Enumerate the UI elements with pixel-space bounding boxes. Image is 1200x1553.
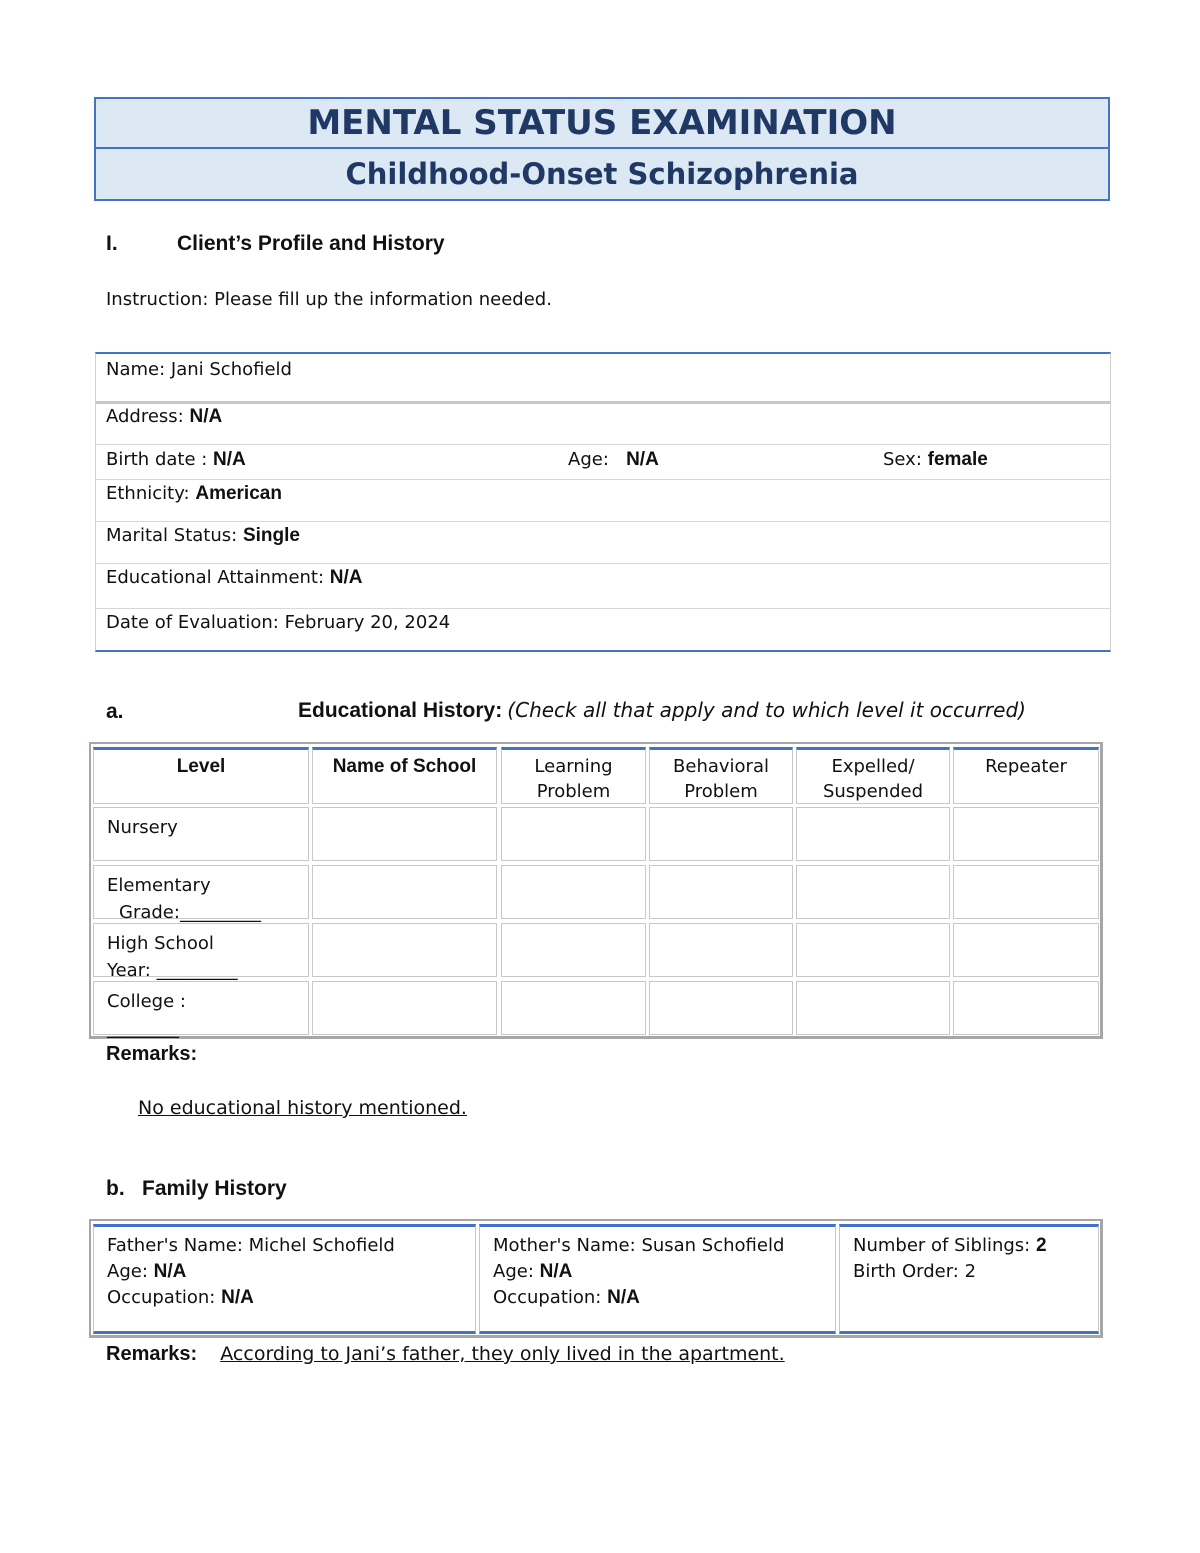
profile-row-address	[96, 404, 1110, 445]
father-age-label: Age:	[107, 1261, 148, 1282]
education-letter: a.	[106, 700, 124, 723]
level-name: College :	[107, 991, 186, 1012]
family-remarks-label: Remarks:	[106, 1343, 198, 1365]
evaluation-date-label: Date of Evaluation:	[106, 612, 279, 633]
sex-label: Sex:	[883, 449, 922, 470]
age-field[interactable]	[568, 449, 659, 471]
ethnicity-value: American	[195, 483, 282, 504]
siblings-line	[853, 1233, 1098, 1259]
birth-date-value: N/A	[213, 449, 246, 470]
repeater-cell[interactable]	[953, 865, 1099, 919]
learning-problem-cell[interactable]	[501, 807, 646, 861]
profile-row-ethnicity	[96, 479, 1110, 522]
document-subtitle: Childhood-Onset Schizophrenia	[345, 157, 859, 191]
father-occupation-label: Occupation:	[107, 1287, 216, 1308]
school-name-cell[interactable]	[312, 923, 497, 977]
education-heading	[298, 698, 1026, 723]
family-table	[89, 1219, 1103, 1338]
birth-order-line	[853, 1259, 1098, 1285]
section-title: Client’s Profile and History	[177, 232, 445, 255]
address-label: Address:	[106, 406, 184, 427]
level-blank[interactable]: Year: _________	[107, 960, 238, 981]
header-learning: Learning Problem	[501, 747, 646, 804]
instruction-text: Instruction: Please fill up the information needed.	[106, 289, 552, 310]
mother-cell[interactable]	[479, 1224, 836, 1334]
father-occupation-value: N/A	[221, 1287, 254, 1308]
father-cell[interactable]	[93, 1224, 476, 1334]
expelled-cell[interactable]	[796, 981, 950, 1035]
marital-status-label: Marital Status:	[106, 525, 238, 546]
educational-attainment-field[interactable]	[106, 567, 363, 589]
siblings-value: 2	[1035, 1235, 1047, 1256]
marital-status-value: Single	[242, 525, 300, 546]
mother-name-label: Mother's Name:	[493, 1235, 636, 1256]
expelled-cell[interactable]	[796, 923, 950, 977]
expelled-cell[interactable]	[796, 807, 950, 861]
learning-problem-cell[interactable]	[501, 981, 646, 1035]
client-profile-table	[95, 352, 1111, 652]
education-remarks-label: Remarks:	[106, 1043, 198, 1065]
behavioral-problem-cell[interactable]	[649, 923, 793, 977]
address-field[interactable]	[106, 406, 222, 428]
expelled-cell[interactable]	[796, 865, 950, 919]
repeater-cell[interactable]	[953, 923, 1099, 977]
mother-age-value: N/A	[539, 1261, 573, 1282]
father-occupation-line	[107, 1285, 475, 1311]
learning-problem-cell[interactable]	[501, 923, 646, 977]
name-label: Name:	[106, 359, 166, 380]
education-note: (Check all that apply and to which level it occurred)	[507, 698, 1026, 722]
ethnicity-field[interactable]	[106, 483, 282, 505]
family-letter: b.	[106, 1177, 125, 1200]
repeater-cell[interactable]	[953, 807, 1099, 861]
title-box	[94, 97, 1110, 201]
behavioral-problem-cell[interactable]	[649, 981, 793, 1035]
level-name: Nursery	[107, 817, 178, 838]
marital-status-field[interactable]	[106, 525, 300, 547]
level-cell	[93, 865, 309, 923]
sex-value: female	[927, 449, 988, 470]
family-remarks-text: According to Jani’s father, they only lived in the apartment.	[220, 1343, 785, 1365]
profile-row-evaluation	[96, 608, 1110, 652]
behavioral-problem-cell[interactable]	[649, 807, 793, 861]
school-name-cell[interactable]	[312, 865, 497, 919]
mother-occupation-value: N/A	[607, 1287, 640, 1308]
level-cell	[93, 807, 309, 861]
school-name-cell[interactable]	[312, 807, 497, 861]
father-name-label: Father's Name:	[107, 1235, 243, 1256]
level-name: High School	[107, 933, 214, 954]
birth-order-label: Birth Order:	[853, 1261, 959, 1282]
ethnicity-label: Ethnicity:	[106, 483, 190, 504]
mother-age-line	[493, 1259, 835, 1285]
sex-field[interactable]	[883, 449, 988, 471]
education-remarks-text: No educational history mentioned.	[138, 1097, 467, 1119]
mother-occupation-line	[493, 1285, 835, 1311]
birth-date-field[interactable]	[106, 449, 246, 471]
header-behavioral: Behavioral Problem	[649, 747, 793, 804]
level-blank[interactable]: ________	[107, 1018, 179, 1039]
behavioral-problem-cell[interactable]	[649, 865, 793, 919]
father-name-line	[107, 1233, 475, 1259]
profile-row-name	[96, 354, 1110, 404]
header-repeater: Repeater	[953, 747, 1099, 804]
name-value: Jani Schofield	[170, 359, 292, 380]
level-cell	[93, 981, 309, 1039]
father-age-line	[107, 1259, 475, 1285]
birth-order-value: 2	[964, 1261, 977, 1282]
father-age-value: N/A	[153, 1261, 187, 1282]
educational-attainment-label: Educational Attainment:	[106, 567, 325, 588]
age-value: N/A	[626, 449, 659, 470]
mother-occupation-label: Occupation:	[493, 1287, 602, 1308]
family-remarks	[106, 1343, 785, 1366]
level-name: Elementary	[107, 875, 211, 896]
mother-name-value: Susan Schofield	[641, 1235, 785, 1256]
age-label: Age:	[568, 449, 609, 470]
family-title: Family History	[142, 1177, 287, 1200]
evaluation-date-value: February 20, 2024	[284, 612, 451, 633]
education-table	[89, 742, 1103, 1039]
profile-row-birth	[96, 444, 1110, 480]
level-cell	[93, 923, 309, 981]
document-title: MENTAL STATUS EXAMINATION	[96, 99, 1108, 149]
learning-problem-cell[interactable]	[501, 865, 646, 919]
level-blank[interactable]: Grade:_________	[119, 902, 261, 923]
profile-row-education	[96, 563, 1110, 609]
header-school: Name of School	[312, 747, 497, 804]
siblings-label: Number of Siblings:	[853, 1235, 1031, 1256]
siblings-cell[interactable]	[839, 1224, 1099, 1334]
header-expelled: Expelled/ Suspended	[796, 747, 950, 804]
profile-row-marital	[96, 521, 1110, 564]
birth-date-label: Birth date :	[106, 449, 208, 470]
evaluation-date-field[interactable]	[106, 612, 450, 633]
mother-age-label: Age:	[493, 1261, 534, 1282]
repeater-cell[interactable]	[953, 981, 1099, 1035]
address-value: N/A	[189, 406, 223, 427]
education-title: Educational History:	[298, 699, 503, 722]
father-name-value: Michel Schofield	[248, 1235, 395, 1256]
educational-attainment-value: N/A	[329, 567, 363, 588]
header-level: Level	[93, 747, 309, 804]
mother-name-line	[493, 1233, 835, 1259]
school-name-cell[interactable]	[312, 981, 497, 1035]
section-number: I.	[106, 232, 118, 255]
name-field[interactable]	[106, 359, 292, 380]
